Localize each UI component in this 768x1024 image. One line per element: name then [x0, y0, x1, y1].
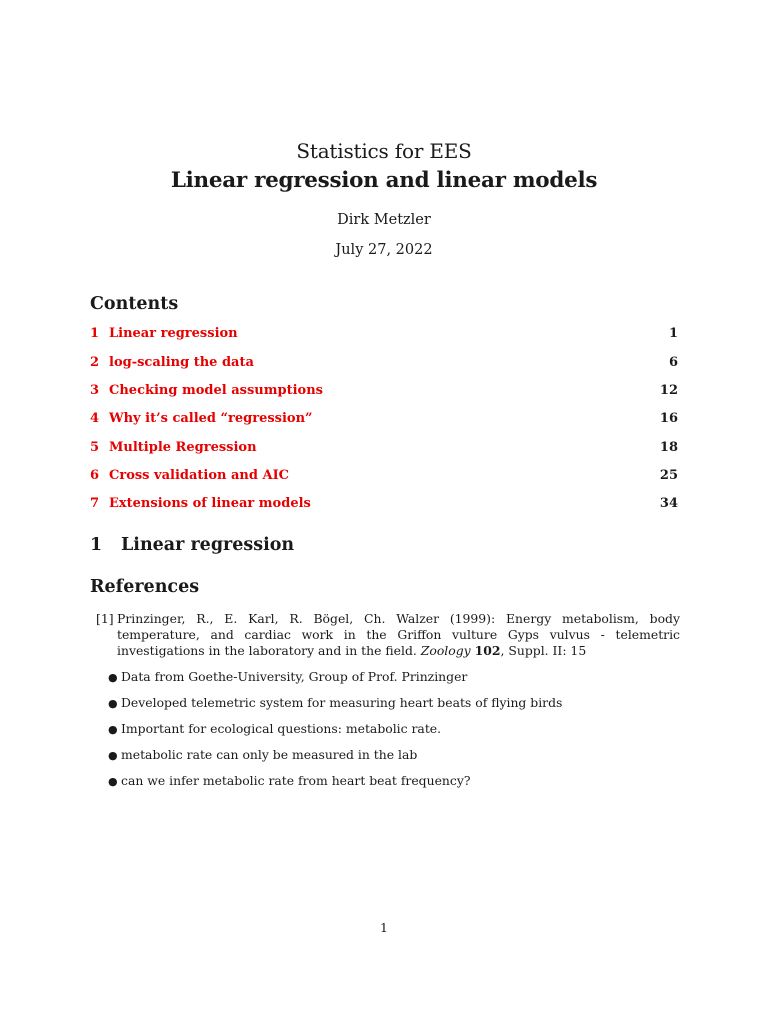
author-name: Dirk Metzler — [337, 212, 431, 228]
toc-entry-page: 6 — [668, 355, 678, 370]
bullet-icon: ● — [108, 697, 118, 710]
list-item — [108, 747, 417, 762]
toc-entry-link[interactable]: Checking model assumptions — [109, 383, 323, 398]
reference-volume: 102 — [474, 643, 501, 658]
toc-entry-link[interactable]: Extensions of linear models — [109, 496, 311, 511]
toc-entry-number: 2 — [90, 355, 100, 370]
toc-entry-number: 4 — [90, 411, 100, 426]
references-heading: References — [90, 577, 200, 597]
toc-entry-link[interactable]: Why it’s called “regression” — [109, 411, 313, 426]
reference-authors-title: Prinzinger, R., E. Karl, R. Bögel, Ch. Walzer (1999): Energy metabolism, body temperature, and cardiac work in the Griffon vulture Gyps vulvus - telemetric investigations in the laboratory and in the field. — [117, 611, 680, 658]
reference-text — [117, 611, 680, 659]
toc-entry-number: 3 — [90, 383, 100, 398]
toc-entry[interactable] — [90, 468, 678, 486]
list-item — [108, 695, 562, 710]
list-item — [108, 669, 467, 684]
toc-entry-page: 16 — [659, 411, 678, 426]
section-number: 1 — [90, 535, 103, 555]
list-item-text: can we infer metabolic rate from heart beat frequency? — [121, 773, 471, 788]
toc-entry-page: 34 — [659, 496, 678, 511]
reference-item — [96, 611, 680, 659]
toc-entry-page: 18 — [659, 440, 678, 455]
toc-entry[interactable] — [90, 383, 678, 401]
reference-label: [1] — [96, 611, 114, 626]
toc-entry[interactable] — [90, 440, 678, 458]
toc-entry-page: 12 — [659, 383, 678, 398]
list-item — [108, 773, 470, 788]
page-number: 1 — [380, 920, 388, 935]
toc-entry[interactable] — [90, 326, 678, 344]
course-name: Statistics for EES — [296, 139, 472, 163]
document-date: July 27, 2022 — [335, 242, 433, 258]
list-item-text: metabolic rate can only be measured in the lab — [121, 747, 418, 762]
section-title: Linear regression — [121, 535, 295, 555]
list-item-text: Important for ecological questions: metabolic rate. — [121, 721, 442, 736]
contents-heading: Contents — [90, 294, 179, 314]
bullet-icon: ● — [108, 749, 118, 762]
toc-entry-link[interactable]: Linear regression — [109, 326, 238, 341]
bullet-icon: ● — [108, 671, 118, 684]
toc-entry-page: 25 — [659, 468, 678, 483]
toc-entry[interactable] — [90, 355, 678, 373]
toc-entry-number: 7 — [90, 496, 100, 511]
document-title: Linear regression and linear models — [170, 168, 598, 193]
toc-entry[interactable] — [90, 496, 678, 514]
toc-entry-number: 5 — [90, 440, 100, 455]
toc-entry-number: 6 — [90, 468, 100, 483]
list-item-text: Data from Goethe-University, Group of Prof. Prinzinger — [121, 669, 468, 684]
toc-entry-number: 1 — [90, 326, 100, 341]
bullet-icon: ● — [108, 723, 118, 736]
list-item-text: Developed telemetric system for measuring heart beats of flying birds — [121, 695, 563, 710]
toc-entry-page: 1 — [668, 326, 678, 341]
toc-entry-link[interactable]: log-scaling the data — [109, 355, 254, 370]
toc-entry-link[interactable]: Multiple Regression — [109, 440, 257, 455]
toc-entry-link[interactable]: Cross validation and AIC — [109, 468, 289, 483]
toc-entry[interactable] — [90, 411, 678, 429]
bullet-icon: ● — [108, 775, 118, 788]
list-item — [108, 721, 441, 736]
reference-pages: , Suppl. II: 15 — [500, 643, 587, 658]
reference-journal: Zoology — [420, 643, 471, 658]
section-heading — [90, 535, 294, 555]
